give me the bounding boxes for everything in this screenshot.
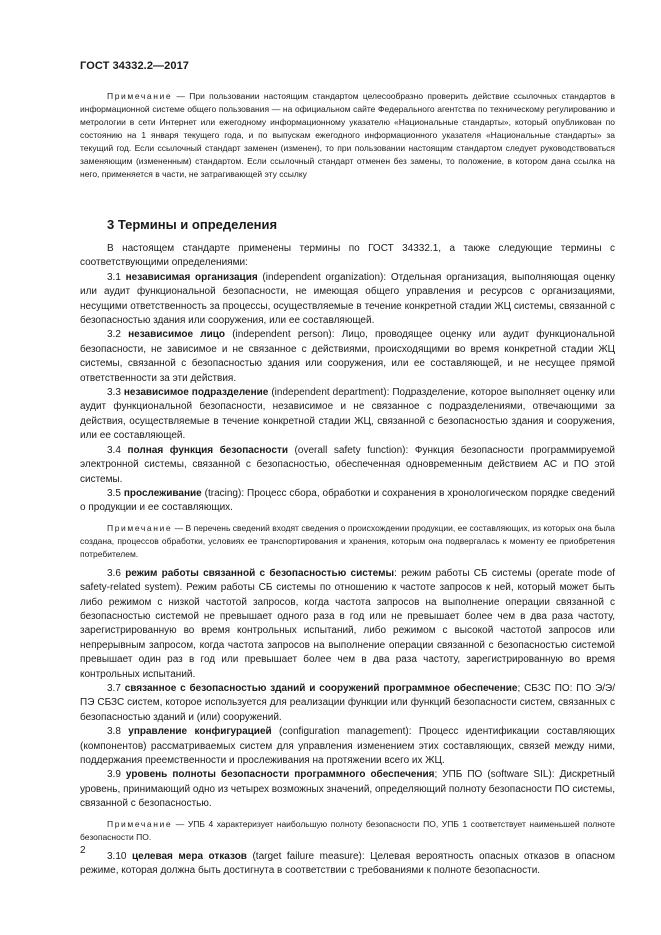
note-sil — [80, 818, 615, 844]
term-number: 3.4 — [107, 444, 128, 456]
document-code-header: ГОСТ 34332.2—2017 — [80, 60, 190, 72]
term-title: управление конфигурацией — [128, 726, 272, 738]
term-entry — [80, 768, 615, 811]
note-label: Примечание — [107, 522, 173, 533]
term-definition: (independent person): Лицо, проводящее оценку или аудит функциональной безопасности, не зависимое и не связанное с действиями, происходящими во время конкретной стадии ЖЦ системы, связанной с безопасностью здания или сооружения, или ее составляющей, и не несущее прямой ответственности за эти действия. — [80, 329, 615, 384]
page-content — [80, 90, 615, 878]
term-definition: : режим работы СБ системы (operate mode of safety-related system). Режим работы СБ системы по отношению к частоте запросов к ней, который может быть либо режимом с низкой частотой запросов, когда частота запросов на выполнение операции связанной с безопасностью системой не превышает одного раза в год или не превышает более чем в два раза частоту, зарегистрированную во время контрольных испытаний, либо режимом с высокой частотой запросов или непрерывным запросом, когда частота запросов на выполнение операции связанной с безопасностью системой превышает один раз в год или превышает более чем в два раза частоту, зарегистрированную во время контрольных испытаний. — [80, 567, 615, 680]
term-title: прослеживание — [123, 487, 202, 499]
term-definition: (target failure measure): Целевая вероятность опасных отказов в опасном режиме, которая должна быть достигнута в соответствии с требованиями к полноте безопасности. — [80, 850, 616, 877]
term-title: уровень полноты безопасности программного обеспечения — [125, 769, 435, 781]
term-entry — [80, 682, 615, 725]
term-definition: (independent organization): Отдельная организация, выполняющая оценку или аудит функциональной безопасности, не имеющая общего управления и ресурсов с организациями, несущими ответственность за процессы, осуществляемые в течение конкретной стадии ЖЦ системы, связанной с безопасностью здания или сооружения, или ее составляющей. — [80, 271, 615, 327]
note-text: — В перечень сведений входят сведения о происхождении продукции, ее составляющих, из которых она была создана, процессов обработки, условиях ее транспортирования и хранения, которым она подвергалась к моменту ее приобретения потребителем. — [80, 522, 615, 559]
term-entry — [80, 725, 615, 768]
term-definition: (configuration management): Процесс идентификации составляющих (компонентов) рассматриваемых систем для управления изменением этих составляющих, связей между ними, поддержания преемственности и прослеживания на протяжении всего их ЖЦ. — [80, 726, 615, 766]
term-entry — [80, 271, 615, 329]
term-entry — [80, 850, 615, 879]
note-label: Примечание — [107, 818, 173, 829]
term-entry — [80, 328, 615, 386]
term-title: независимое лицо — [128, 329, 226, 341]
term-definition: (independent department): Подразделение, которое выполняет оценку или аудит функциональной безопасности, независимое и не связанное с подразделениями, отвечающими за действия, осуществляемые в течение конкретной стадии ЖЦ, связанной с безопасностью здания и сооружения, или ее составляющей. — [80, 387, 615, 442]
note-label: Примечание — [107, 91, 173, 101]
term-number: 3.5 — [107, 487, 124, 499]
term-definition: (overall safety function): Функция безопасности программируемой электронной системы, связанной с безопасностью, обеспеченная одновременным действием АС и ПО этой системы. — [80, 444, 615, 485]
term-entry — [80, 444, 615, 487]
section-heading: 3 Термины и определения — [107, 217, 278, 232]
term-title: режим работы связанной с безопасностью системы — [125, 567, 395, 579]
term-definition: (tracing): Процесс сбора, обработки и сохранения в хронологическом порядке сведений о продукции и ее составляющих. — [80, 487, 615, 514]
term-number: 3.1 — [107, 271, 126, 283]
term-number: 3.8 — [107, 726, 129, 738]
term-number: 3.3 — [107, 387, 124, 399]
term-title: связанное с безопасностью зданий и сооружений программное обеспечение — [124, 682, 518, 694]
term-number: 3.7 — [107, 682, 125, 694]
term-definition: ; СБЗС ПО: ПО Э/Э/ПЭ СБЗС систем, которое используется для реализации функции или функций безопасности систем, связанных с безопасностью зданий и (или) сооружений. — [80, 682, 616, 723]
term-entry — [80, 386, 615, 444]
term-number: 3.6 — [107, 567, 126, 579]
term-number: 3.9 — [107, 769, 126, 781]
term-entry — [80, 487, 615, 516]
term-number: 3.2 — [107, 329, 129, 341]
page-number: 2 — [80, 845, 86, 856]
term-title: целевая мера отказов — [131, 850, 247, 862]
note-references — [80, 90, 615, 181]
term-entry — [80, 567, 615, 682]
term-title: полная функция безопасности — [127, 444, 288, 456]
term-definition: ; УПБ ПО (software SIL): Дискретный уровень, принимающий одно из четырех возможных значений, определяющий полноту безопасности ПО системы, связанной с безопасностью. — [80, 769, 615, 810]
section-intro: В настоящем стандарте применены термины по ГОСТ 34332.1, а также следующие термины с соответствующими определениями: — [80, 243, 615, 269]
note-tracing — [80, 522, 615, 561]
note-text: — При пользовании настоящим стандартом целесообразно проверить действие ссылочных стандартов в информационной системе общего пользования — на официальном сайте Федерального агентства по техническому регулированию и метрологии в сети Интернет или ежегодному информационному указателю «Национальные стандарты», который опубликован по состоянию на 1 января текущего года, и по выпускам ежегодного информационного указателя «Национальные стандарты» за текущий год. Если ссылочный стандарт заменен (изменен), то при пользовании настоящим стандартом следует руководствоваться заменяющим (измененным) стандартом. Если ссылочный стандарт отменен без замены, то положение, в котором дана ссылка на него, применяется в части, не затрагивающей эту ссылку — [80, 91, 615, 179]
term-title: независимое подразделение — [123, 387, 269, 399]
term-title: независимая организация — [125, 271, 258, 283]
term-number: 3.10 — [107, 850, 132, 862]
note-text: — УПБ 4 характеризует наибольшую полноту безопасности ПО, УПБ 1 соответствует наименьшей полноте безопасности ПО. — [80, 818, 615, 842]
